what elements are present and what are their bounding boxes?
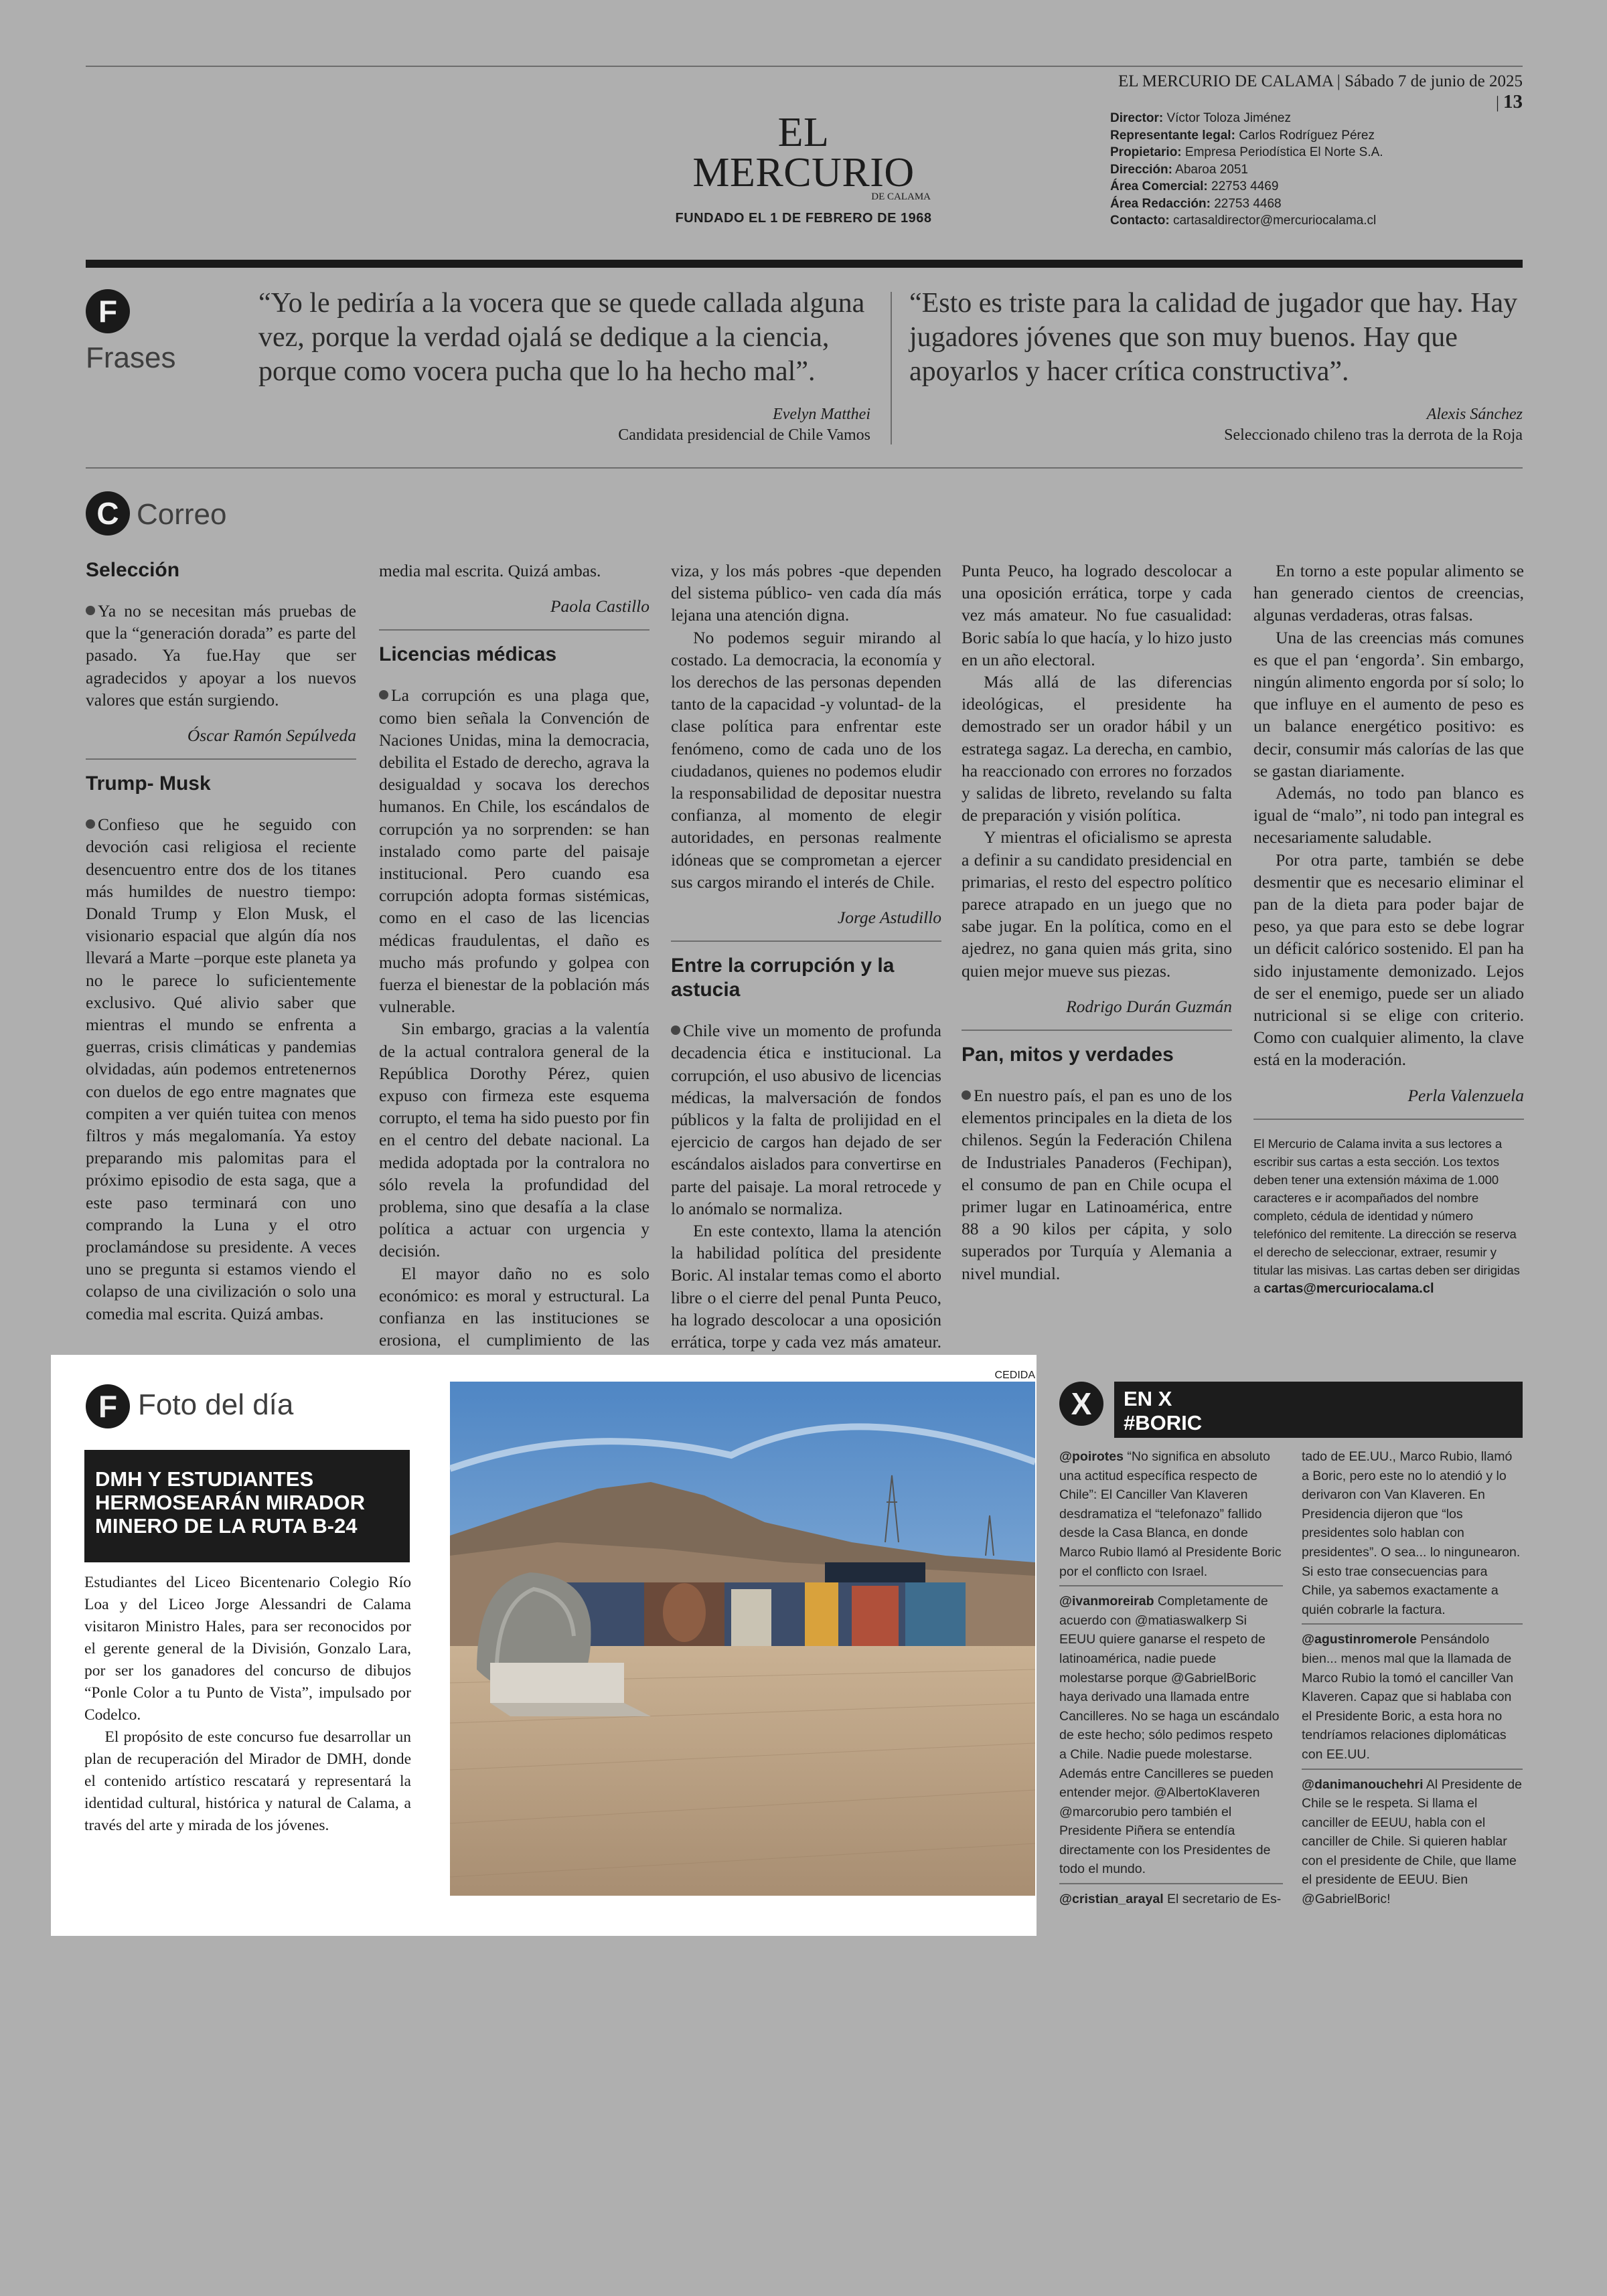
quote-sanchez: “Esto es triste para la calidad de jugador que hay. Hay jugadores jóvenes que son muy buenos. Hay que apoyarlos y hacer crítica constructiva”. bbox=[909, 288, 1518, 387]
foto-title: Foto del día bbox=[138, 1388, 294, 1421]
quote-author: Alexis Sánchez bbox=[1426, 406, 1523, 423]
letter-divider bbox=[1253, 1119, 1524, 1120]
letter-body: viza, y los más pobres -que dependen del sistema público- ven cada día más lejana una atención digna. No podemos seguir mirando al costado. La democracia, la economía y los derechos de las personas dependen tanto de la capacidad -y voluntad- de la clase política para enfrentar este fenómeno, como de cada uno de los ciudadanos, quienes no podemos eludir la responsabilidad de depositar nuestra confianza, al momento de elegir autoridades, en personas realmente idóneas que se comprometan a ejercer sus cargos mirando el interés de Chile. bbox=[671, 561, 941, 892]
x-hashtag: #BORIC bbox=[1124, 1411, 1203, 1434]
staff-line: Propietario: Empresa Periodística El Norte S.A. bbox=[1110, 145, 1383, 159]
staff-line: Director: Víctor Toloza Jiménez bbox=[1110, 111, 1291, 125]
bullet-icon bbox=[671, 1026, 680, 1035]
top-rule bbox=[86, 66, 1523, 67]
x-post: @agustinromerole Pensándolo bien... menos mal que la llamada de Marco Rubio la tomó el canciller Van Klaveren. Capaz que si hablaba con el Presidente Boric, a esta hora no tendríamos relaciones diplomáticas con EE.UU. bbox=[1302, 1632, 1514, 1762]
x-post-divider bbox=[1302, 1623, 1523, 1625]
x-username[interactable]: @cristian_arayal bbox=[1059, 1892, 1164, 1907]
correo-badge-icon: C bbox=[86, 491, 130, 536]
letters-column-4 bbox=[962, 560, 1232, 1285]
logo-title: EL MERCURIO bbox=[692, 110, 915, 195]
x-title-line: EN X bbox=[1124, 1387, 1172, 1410]
letters-column-2 bbox=[379, 560, 649, 1350]
frases-title: Frases bbox=[86, 341, 176, 374]
letters-email-link[interactable]: cartas@mercuriocalama.cl bbox=[1264, 1281, 1434, 1296]
photo-credit: CEDIDA bbox=[994, 1370, 1035, 1381]
letter-body: Confieso que he seguido con devoción casi religiosa el reciente desencuentro entre dos de los titanes más humildes de nuestro tiempo: Donald Trump y Elon Musk, el visionario espacial que algún día nos llevará a Marte –porque este planeta ya no le parece lo suficientemente exclusivo. Qué alivio saber que mientras el mundo se enfrenta a guerras, crisis climáticas y pandemias olvidadas, aún podemos entretenernos con duelos de ego entre magnates que compiten a ver quién tuitea con menos filtros y más megalomanía. Ya estoy preparando mis palomitas para el próximo episodio de esta saga, que a este paso terminará con uno comprando la Luna y el otro proclamándose su presidente. A veces uno se pregunta si estamos viendo el colapso de una civilización o solo una comedia mal escrita. Quizá ambas. bbox=[86, 815, 356, 1323]
letters-column-5 bbox=[1253, 560, 1524, 1298]
foto-mirador-image bbox=[450, 1382, 1035, 1896]
x-post: @poirotes “No significa en absoluto una actitud específica respecto de Chile”: El Canciller Van Klaveren desdramatiza el “telefonazo” fallido desde la Casa Blanca, en donde Marco Rubio llamó al Presidente Boric por el conflicto con Israel. bbox=[1059, 1449, 1282, 1579]
letter-body: La corrupción es una plaga que, como bien señala la Convención de Naciones Unidas, mina la democracia, debilita el Estado de derecho, agrava la desigualdad y socava los derechos humanos. En Chile, los escándalos de corrupción ya no sorprenden: se han instalado como parte del paisaje institucional. Pero cuando esa corrupción adopta formas sistémicas, como en el caso de las licencias médicas fraudulentas, el daño es mucho más profundo y golpea con fuerza el bienestar de la población más vulnerable. Sin embargo, gracias a la valentía de la actual contralora general de la República Dorothy Pérez, quien expuso con firmeza este esquema corrupto, el tema ha sido puesto por fin en el centro del debate nacional. La medida adoptada por la contralora no sólo revela la profundidad del problema, sino que desafía a la clase política a actuar con urgencia y decisión. El mayor daño no es solo económico: es moral y estructural. La confianza en las instituciones se erosiona, el cumplimiento de las bbox=[379, 685, 649, 1350]
masthead-logo bbox=[670, 112, 937, 226]
letter-body: En nuestro país, el pan es uno de los elementos principales en la dieta de los chilenos. Según la Federación Chilena de Industriales Panaderos (Fechipan), el consumo de pan en Chile ocupa el primer lugar en Latinoamérica, entre 88 a 90 kilos per cápita, y solo superados por Turquía y Alemania a nivel mundial. bbox=[962, 1086, 1232, 1283]
x-section-header bbox=[1114, 1382, 1523, 1438]
letter-continuation: media mal escrita. Quizá ambas. bbox=[379, 561, 601, 580]
staff-box bbox=[1110, 110, 1485, 230]
quote-author-block bbox=[509, 404, 870, 446]
foto-caption: Estudiantes del Liceo Bicentenario Colegio Río Loa y del Liceo Jorge Alessandri de Calama visitaron Ministro Hales, para ser reconocidos por el gerente general de la División, Gonzalo Lara, por ser los ganadores del concurso de dibujos “Ponle Color a tu Punto de Vista”, impulsado por Codelco. El propósito de este concurso fue desarrollar un plan de recuperación del Mirador de DMH, donde el contenido artístico rescatará y representará la identidad cultural, histórica y natural de Calama, a través del arte y mirada de los jóvenes. bbox=[84, 1574, 411, 1834]
logo-subtitle: DE CALAMA bbox=[871, 191, 931, 202]
bullet-icon bbox=[962, 1090, 971, 1100]
quote-divider bbox=[891, 292, 892, 444]
foto-headline: DMH Y ESTUDIANTES HERMOSEARÁN MIRADOR MINERO DE LA RUTA B-24 bbox=[84, 1450, 410, 1562]
letter-title: Licencias médicas bbox=[379, 643, 557, 666]
letter-title: Selección bbox=[86, 559, 180, 581]
x-post-divider bbox=[1059, 1585, 1283, 1586]
letter-divider bbox=[379, 629, 649, 631]
staff-line: Dirección: Abaroa 2051 bbox=[1110, 162, 1248, 177]
staff-line: Representante legal: Carlos Rodríguez Pérez bbox=[1110, 128, 1375, 143]
x-username[interactable]: @ivanmoreirab bbox=[1059, 1594, 1154, 1609]
staff-line[interactable]: Contacto: cartasaldirector@mercuriocalama.cl bbox=[1110, 214, 1377, 228]
x-post: tado de EE.UU., Marco Rubio, llamó a Boric, pero este no lo atendió y lo derivaron con Van Klaveren. En Presidencia dijeron que “los presidentes solo hablan con presidentes”. O sea... lo ningunearon. Si esto trae consecuencias para Chile, ya sabemos exactamente a quién cobrarle la factura. bbox=[1302, 1449, 1521, 1617]
bullet-icon bbox=[86, 606, 95, 615]
letters-column-1 bbox=[86, 558, 356, 1323]
letter-body: Punta Peuco, ha logrado descolocar a una oposición errática, torpe y cada vez más amateur. No fue casualidad: Boric sabía lo que hacía, y lo hizo justo en un año electoral. Más allá de las diferencias ideológicas, el presidente ha demostrado ser un orador hábil y un estratega sagaz. La derecha, en cambio, ha reaccionado con errores no forzados y salidas de libreto, revelando su falta de preparación y visión política. Y mientras el oficialismo se apresta a definir a su candidato presidencial en primarias, el resto del espectro político parece atrapado en un juego que no sabe jugar. En la política, como en el ajedrez, no gana quien más grita, sino quien mejor mueve sus piezas. bbox=[962, 561, 1232, 981]
quote-author-block bbox=[1121, 404, 1523, 446]
x-username[interactable]: @poirotes bbox=[1059, 1449, 1124, 1464]
frases-bottom-rule bbox=[86, 467, 1523, 469]
correo-title: Correo bbox=[137, 498, 227, 531]
frases-badge-icon: F bbox=[86, 289, 130, 333]
letter-title: Trump- Musk bbox=[86, 772, 211, 795]
quote-role: Seleccionado chileno tras la derrota de la Roja bbox=[1224, 426, 1523, 444]
thick-divider bbox=[86, 260, 1523, 268]
letters-notice: El Mercurio de Calama invita a sus lectores a escribir sus cartas a esta sección. Los textos deben tener una extensión máxima de 1.000 caracteres e ir acompañados del nombre completo, cédula de identidad y número telefónico del remitente. La dirección se reserva el derecho de seleccionar, extraer, resumir y titular las misivas. Las cartas deben ser dirigidas a cartas@mercuriocalama.cl bbox=[1253, 1136, 1520, 1296]
letter-divider bbox=[671, 940, 941, 942]
bullet-icon bbox=[379, 690, 388, 700]
letter-signature: Rodrigo Durán Guzmán bbox=[1066, 996, 1232, 1016]
quote-matthei: “Yo le pediría a la vocera que se quede callada alguna vez, porque la verdad ojalá se dedique a la ciencia, porque como vocera pucha que lo ha hecho mal”. bbox=[258, 288, 865, 387]
page-number: 13 bbox=[1503, 91, 1523, 112]
issue-date: Sábado 7 de junio de 2025 bbox=[1345, 72, 1523, 90]
x-posts-column-2 bbox=[1302, 1447, 1523, 1913]
dateline: EL MERCURIO DE CALAMA | Sábado 7 de junio de 2025 | 13 bbox=[1118, 72, 1523, 112]
letter-body: En torno a este popular alimento se han generado cientos de creencias, algunas verdaderas, otras falsas. Una de las creencias más comunes es que el pan ‘engorda’. Sin embargo, ningún alimento engorda por sí solo; lo que influye en el aumento de peso es un balance energético positivo: es decir, consumir más calorías de las que se gastan diariamente. Además, no todo pan blanco es igual de “malo”, ni todo pan integral es necesariamente saludable. Por otra parte, también se debe desmentir que es necesario eliminar el pan de la dieta para poder bajar de peso, ya que para esto se debe lograr un déficit calórico sostenido. El pan ha sido injustamente demonizado. Lejos de ser el enemigo, puede ser un aliado nutricional si se elige con criterio. Como con cualquier alimento, la clave está en la moderación. bbox=[1253, 561, 1524, 1070]
quote-role: Candidata presidencial de Chile Vamos bbox=[618, 426, 870, 444]
staff-line: Área Comercial: 22753 4469 bbox=[1110, 179, 1279, 193]
founded-line: FUNDADO EL 1 DE FEBRERO DE 1968 bbox=[675, 211, 932, 226]
letter-body: Ya no se necesitan más pruebas de que la “generación dorada” es parte del pasado. Ya fue.Hay que ser agradecidos y apoyar a los nuevos valores que están surgiendo. bbox=[86, 601, 356, 710]
staff-line: Área Redacción: 22753 4468 bbox=[1110, 196, 1282, 211]
letter-title: Entre la corrupción y la astucia bbox=[671, 955, 895, 1001]
letter-signature: Óscar Ramón Sepúlveda bbox=[187, 726, 356, 746]
letter-signature: Paola Castillo bbox=[550, 596, 649, 617]
letters-column-3 bbox=[671, 560, 941, 1354]
foto-badge-icon: F bbox=[86, 1384, 130, 1428]
x-badge-icon: X bbox=[1059, 1382, 1103, 1426]
letter-signature: Jorge Astudillo bbox=[837, 908, 941, 928]
x-post: @cristian_arayal El secretario de Es- bbox=[1059, 1892, 1282, 1907]
x-post-divider bbox=[1302, 1769, 1523, 1770]
x-posts-column-1 bbox=[1059, 1447, 1283, 1913]
newspaper-name: EL MERCURIO DE CALAMA bbox=[1118, 72, 1333, 90]
quote-author: Evelyn Matthei bbox=[773, 406, 870, 423]
bullet-icon bbox=[86, 819, 95, 829]
x-username[interactable]: @danimanouchehri bbox=[1302, 1777, 1424, 1792]
letter-signature: Perla Valenzuela bbox=[1407, 1085, 1524, 1105]
x-post: @ivanmoreirab Completamente de acuerdo con @matiaswalkerp Si EEUU quiere ganarse el respeto de latinoamérica, nadie puede molestarse porque @GabrielBoric haya derivado una llamada entre Cancilleres. No se haga un escándalo de este hecho; sólo pedimos respeto a Chile. Nadie puede molestarse. Además entre Cancilleres se pueden entender mejor. @AlbertoKlaveren @marcorubio pero también el Presidente Piñera se entendía directamente con los Presidentes de todo el mundo. bbox=[1059, 1594, 1280, 1877]
letter-title: Pan, mitos y verdades bbox=[962, 1044, 1174, 1066]
x-post-divider bbox=[1059, 1883, 1283, 1884]
letter-body: Chile vive un momento de profunda decadencia ética e institucional. La corrupción, el uso abusivo de licencias médicas, la malversación de fondos públicos y la falta de prolijidad en el ejercicio de cargos han dejado de ser escándalos aislados para convertirse en parte del paisaje. La moral retrocede y lo anómalo se normaliza. En este contexto, llama la atención la habilidad política del presidente Boric. Al instalar temas como el aborto libre o el cierre del penal Punta Peuco, ha logrado descolocar a una oposición errática, torpe y cada vez más amateur. bbox=[671, 1021, 941, 1352]
letter-divider bbox=[962, 1030, 1232, 1031]
x-username[interactable]: @agustinromerole bbox=[1302, 1632, 1417, 1647]
letter-divider bbox=[86, 758, 356, 760]
x-post: @danimanouchehri Al Presidente de Chile se le respeta. Si llama el canciller de EEUU, habla con el canciller de Chile. Si quieren hablar con el presidente de Chile, que llame el presidente de EEUU. Bien @GabrielBoric! bbox=[1302, 1777, 1522, 1907]
